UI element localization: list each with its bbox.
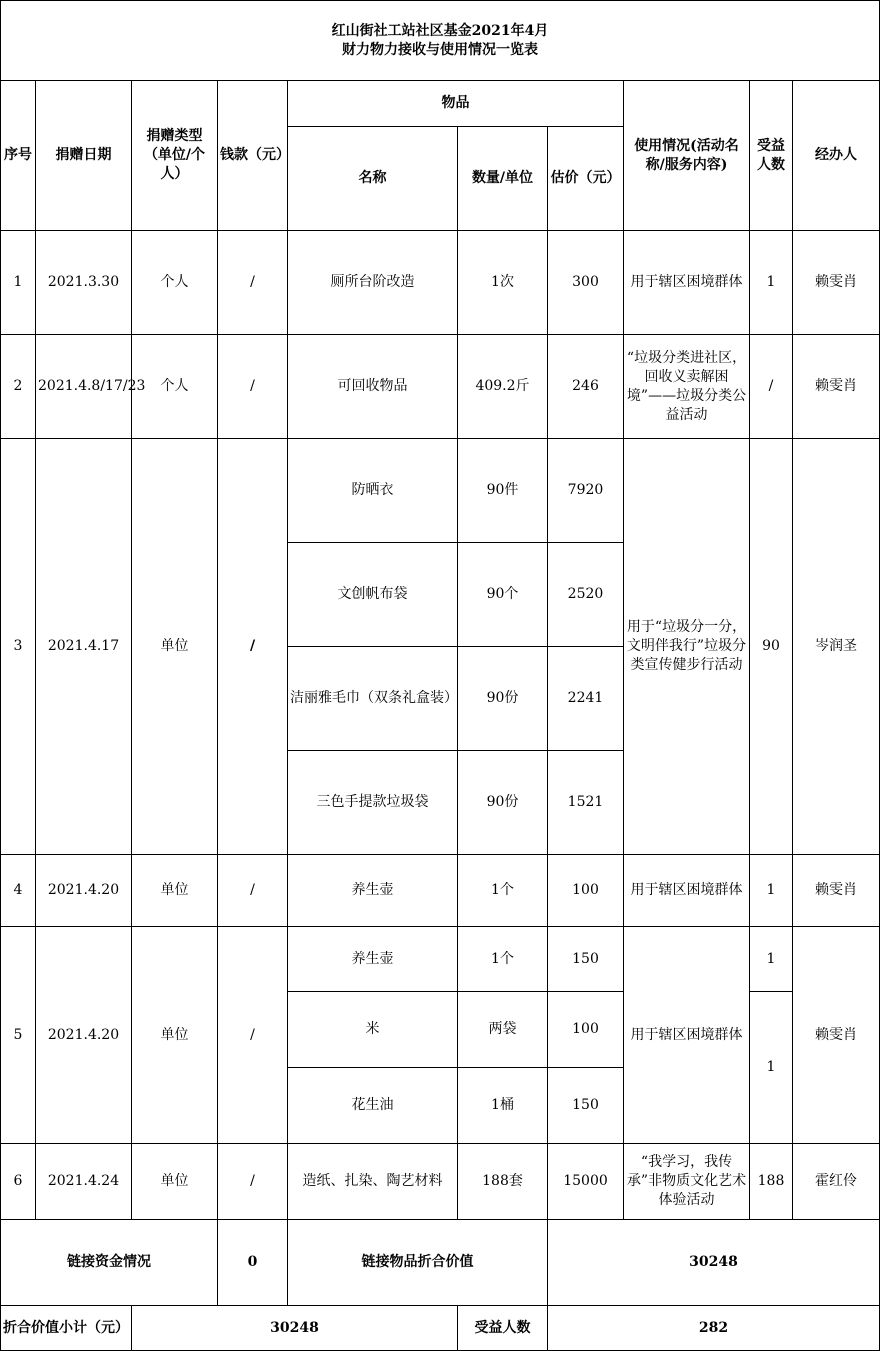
header-goods-name: 名称 <box>288 127 458 231</box>
cell-item-qty: 90个 <box>458 543 548 647</box>
header-goods: 物品 <box>288 81 624 127</box>
cell-item-name: 造纸、扎染、陶艺材料 <box>288 1144 458 1220</box>
cell-item-qty: 两袋 <box>458 992 548 1068</box>
goods-value-label: 链接物品折合价值 <box>288 1220 548 1306</box>
header-handler: 经办人 <box>793 81 880 231</box>
cell-item-qty: 90件 <box>458 439 548 543</box>
cell-item-qty: 1个 <box>458 927 548 992</box>
cell-beneficiaries: 1 <box>750 855 793 927</box>
cell-index: 3 <box>1 439 36 855</box>
table-row <box>1 439 880 543</box>
cell-date: 2021.4.24 <box>36 1144 132 1220</box>
header-index: 序号 <box>1 81 36 231</box>
cell-item-qty: 90份 <box>458 751 548 855</box>
cell-item-value: 150 <box>548 927 624 992</box>
cell-type: 单位 <box>132 439 218 855</box>
cell-beneficiaries: 1 <box>750 992 793 1144</box>
cell-usage: 用于辖区困境群体 <box>624 231 750 335</box>
header-donor-type: 捐赠类型（单位/个人） <box>132 81 218 231</box>
header-donate-date: 捐赠日期 <box>36 81 132 231</box>
footer-row-subtotal <box>1 1306 880 1351</box>
cell-item-name: 三色手提款垃圾袋 <box>288 751 458 855</box>
cell-money: / <box>218 231 288 335</box>
cell-index: 2 <box>1 335 36 439</box>
cell-type: 单位 <box>132 1144 218 1220</box>
cell-item-value: 15000 <box>548 1144 624 1220</box>
cell-usage: 用于“垃圾分一分，文明伴我行”垃圾分类宣传健步行活动 <box>624 439 750 855</box>
goods-value-total: 30248 <box>548 1220 880 1306</box>
title-line-1: 红山街社工站社区基金2021年4月 <box>331 22 549 39</box>
cell-handler: 赖雯肖 <box>793 927 880 1144</box>
cell-date: 2021.4.20 <box>36 855 132 927</box>
funds-label: 链接资金情况 <box>1 1220 218 1306</box>
cell-item-qty: 1桶 <box>458 1068 548 1144</box>
cell-item-qty: 1次 <box>458 231 548 335</box>
cell-item-name: 花生油 <box>288 1068 458 1144</box>
cell-usage: “我学习，我传承”非物质文化艺术体验活动 <box>624 1144 750 1220</box>
cell-usage: 用于辖区困境群体 <box>624 855 750 927</box>
footer-row-funds <box>1 1220 880 1306</box>
cell-handler: 赖雯肖 <box>793 855 880 927</box>
cell-handler: 霍红伶 <box>793 1144 880 1220</box>
cell-item-value: 150 <box>548 1068 624 1144</box>
cell-item-qty: 188套 <box>458 1144 548 1220</box>
cell-money: / <box>218 439 288 855</box>
cell-item-value: 246 <box>548 335 624 439</box>
cell-handler: 岑润圣 <box>793 439 880 855</box>
cell-index: 5 <box>1 927 36 1144</box>
cell-item-name: 养生壶 <box>288 927 458 992</box>
table-row <box>1 855 880 927</box>
cell-beneficiaries: 1 <box>750 927 793 992</box>
cell-item-name: 洁丽雅毛巾（双条礼盒装） <box>288 647 458 751</box>
header-beneficiaries: 受益人数 <box>750 81 793 231</box>
header-goods-qty: 数量/单位 <box>458 127 548 231</box>
cell-beneficiaries: / <box>750 335 793 439</box>
cell-money: / <box>218 855 288 927</box>
cell-beneficiaries: 1 <box>750 231 793 335</box>
cell-item-name: 米 <box>288 992 458 1068</box>
cell-item-value: 2241 <box>548 647 624 751</box>
cell-usage: 用于辖区困境群体 <box>624 927 750 1144</box>
table-title <box>1 1 880 81</box>
cell-type: 单位 <box>132 927 218 1144</box>
subtotal-value: 30248 <box>132 1306 458 1351</box>
cell-date: 2021.4.8/17/23 <box>36 335 132 439</box>
cell-item-value: 100 <box>548 992 624 1068</box>
cell-index: 4 <box>1 855 36 927</box>
cell-type: 个人 <box>132 231 218 335</box>
funds-value: 0 <box>218 1220 288 1306</box>
header-goods-value: 估价（元） <box>548 127 624 231</box>
beneficiaries-total-value: 282 <box>548 1306 880 1351</box>
title-line-2: 财力物力接收与使用情况一览表 <box>342 41 538 58</box>
cell-money: / <box>218 335 288 439</box>
cell-beneficiaries: 90 <box>750 439 793 855</box>
cell-item-name: 厕所台阶改造 <box>288 231 458 335</box>
header-usage: 使用情况(活动名称/服务内容) <box>624 81 750 231</box>
cell-date: 2021.3.30 <box>36 231 132 335</box>
cell-date: 2021.4.17 <box>36 439 132 855</box>
cell-money: / <box>218 927 288 1144</box>
cell-beneficiaries: 188 <box>750 1144 793 1220</box>
cell-item-value: 7920 <box>548 439 624 543</box>
cell-index: 6 <box>1 1144 36 1220</box>
cell-item-name: 防晒衣 <box>288 439 458 543</box>
cell-item-name: 养生壶 <box>288 855 458 927</box>
table-row <box>1 1144 880 1220</box>
cell-handler: 赖雯肖 <box>793 231 880 335</box>
cell-item-name: 可回收物品 <box>288 335 458 439</box>
cell-handler: 赖雯肖 <box>793 335 880 439</box>
cell-item-qty: 1个 <box>458 855 548 927</box>
cell-item-name: 文创帆布袋 <box>288 543 458 647</box>
cell-item-value: 300 <box>548 231 624 335</box>
cell-money: / <box>218 1144 288 1220</box>
cell-type: 个人 <box>132 335 218 439</box>
cell-item-qty: 409.2斤 <box>458 335 548 439</box>
cell-type: 单位 <box>132 855 218 927</box>
cell-index: 1 <box>1 231 36 335</box>
subtotal-label: 折合价值小计（元） <box>1 1306 132 1351</box>
cell-usage: “垃圾分类进社区，回收义卖解困境”——垃圾分类公益活动 <box>624 335 750 439</box>
cell-item-value: 100 <box>548 855 624 927</box>
cell-date: 2021.4.20 <box>36 927 132 1144</box>
cell-item-value: 2520 <box>548 543 624 647</box>
table-row <box>1 231 880 335</box>
table-row <box>1 335 880 439</box>
cell-item-qty: 90份 <box>458 647 548 751</box>
cell-item-value: 1521 <box>548 751 624 855</box>
header-money: 钱款（元） <box>218 81 288 231</box>
table-row <box>1 927 880 992</box>
beneficiaries-total-label: 受益人数 <box>458 1306 548 1351</box>
